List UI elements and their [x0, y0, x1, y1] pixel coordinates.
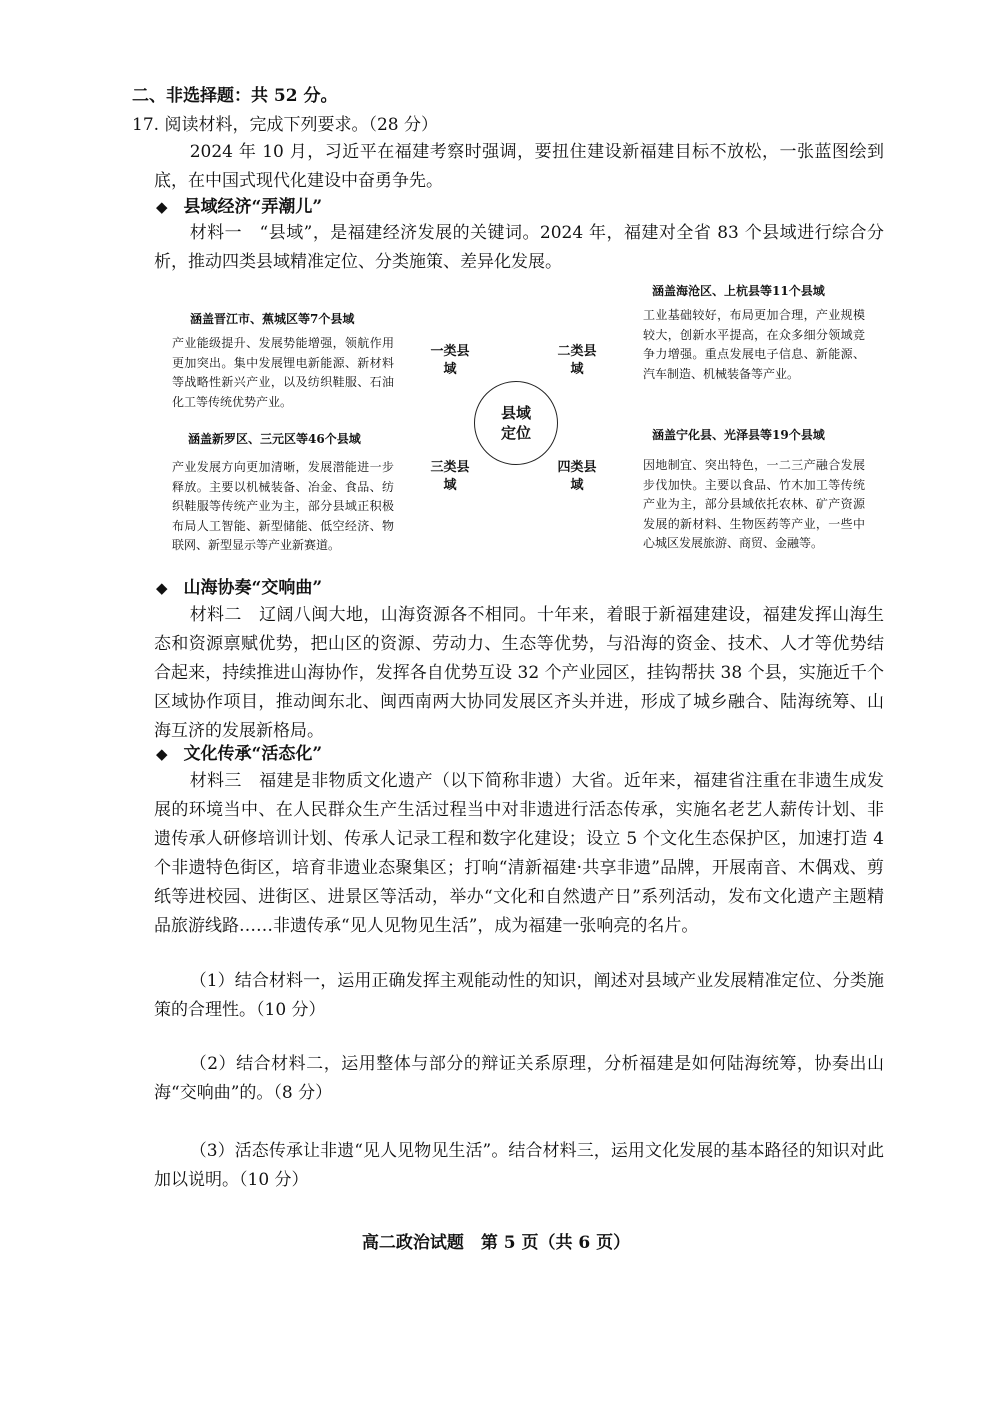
material-3: 材料三 福建是非物质文化遗产（以下简称非遗）大省。近年来，福建省注重在非遗生成发展的环境当中、在人民群众生产生活过程当中对非遗进行活态传承，实施名老艺人薪传计划、非遗传承人研修培训计划、传承人记录工程和数字化建设；设立 5 个文化生态保护区，加速打造 4 个非遗特色街区，培育非遗业态聚集区；打响“清新福建·共享非遗”品牌，开展南音、木偶戏、剪纸等进校园、进街区、进景区等活动，举办“文化和自然遗产日”系列活动，发布文化遗产主题精品旅游线路……非遗传承“见人见物见生活”，成为福建一张响亮的名片。 [154, 771, 884, 936]
diagram-title-3: 涵盖新罗区、三元区等46个县域 [188, 432, 361, 446]
heading-culture [156, 740, 322, 769]
diagram-body-4: 因地制宜、突出特色，一二三产融合发展步伐加快。主要以食品、竹木加工等传统产业为主，部分县域依托农林、矿产资源发展的新材料、生物医药等产业，一些中心城区发展旅游、商贸、金融等。 [643, 458, 865, 550]
heading-mountain-sea [156, 574, 322, 603]
material-2: 材料二 辽阔八闽大地，山海资源各不相同。十年来，着眼于新福建建设，福建发挥山海生态和资源禀赋优势，把山区的资源、劳动力、生态等优势，与沿海的资金、技术、人才等优势结合起来，持续推进山海协作，发挥各自优势互设 32 个产业园区，挂钩帮扶 38 个县，实施近千个区域协作项目，推动闽东北、闽西南两大协同发展区齐头并进，形成了城乡融合、陆海统筹、山海互济的发展新格局。 [154, 605, 884, 741]
sub-question-2: （2）结合材料二，运用整体与部分的辩证关系原理，分析福建是如何陆海统筹，协奏出山海“交响曲”的。（8 分） [154, 1054, 884, 1103]
center-circle-label: 县域定位 [500, 404, 531, 442]
heading-mountain-sea-text: 山海协奏“交响曲” [183, 578, 323, 598]
heading-culture-text: 文化传承“活态化” [183, 744, 323, 764]
material-1: 材料一 “县域”，是福建经济发展的关键词。2024 年，福建对全省 83 个县域进行综合分析，推动四类县域精准定位、分类施策、差异化发展。 [154, 223, 884, 272]
category-3-label: 三类县域 [430, 460, 470, 493]
diagram-title-4: 涵盖宁化县、光泽县等19个县域 [652, 428, 825, 442]
diagram-body-3: 产业发展方向更加清晰，发展潜能进一步释放。主要以机械装备、冶金、食品、纺织鞋服等传统产业为主，部分县域正积极布局人工智能、新型储能、低空经济、物联网、新型显示等产业新赛道。 [172, 460, 394, 552]
diagram-body-2: 工业基础较好，布局更加合理，产业规模较大，创新水平提高，在众多细分领域竞争力增强。重点发展电子信息、新能源、汽车制造、机械装备等产业。 [643, 308, 865, 381]
category-2-label: 二类县域 [557, 344, 597, 377]
heading-county-economy-text: 县域经济“弄潮儿” [183, 197, 323, 217]
sub-question-1: （1）结合材料一，运用正确发挥主观能动性的知识，阐述对县域产业发展精准定位、分类施策的合理性。（10 分） [154, 971, 884, 1020]
section-title: 二、非选择题：共 52 分。 [132, 86, 338, 106]
question-intro: 2024 年 10 月，习近平在福建考察时强调，要扭住建设新福建目标不放松，一张蓝图绘到底，在中国式现代化建设中奋勇争先。 [154, 142, 884, 191]
page-footer: 高二政治试题 第 5 页（共 6 页） [361, 1233, 631, 1253]
heading-county-economy [156, 193, 322, 222]
diagram-title-1: 涵盖晋江市、蕉城区等7个县域 [190, 312, 355, 326]
category-4-label: 四类县域 [557, 460, 597, 493]
question-number: 17. 阅读材料，完成下列要求。（28 分） [132, 115, 438, 135]
sub-question-3: （3）活态传承让非遗“见人见物见生活”。结合材料三，运用文化发展的基本路径的知识对此加以说明。（10 分） [154, 1141, 884, 1190]
center-circle [474, 381, 558, 465]
diagram-title-2: 涵盖海沧区、上杭县等11个县域 [652, 284, 825, 298]
diagram-body-1: 产业能级提升、发展势能增强，领航作用更加突出。集中发展锂电新能源、新材料等战略性新兴产业，以及纺织鞋服、石油化工等传统优势产业。 [172, 336, 394, 409]
diamond-bullet-icon: ◆ [156, 579, 168, 597]
category-1-label: 一类县域 [430, 344, 470, 377]
diamond-bullet-icon: ◆ [156, 198, 168, 216]
diamond-bullet-icon: ◆ [156, 745, 168, 763]
